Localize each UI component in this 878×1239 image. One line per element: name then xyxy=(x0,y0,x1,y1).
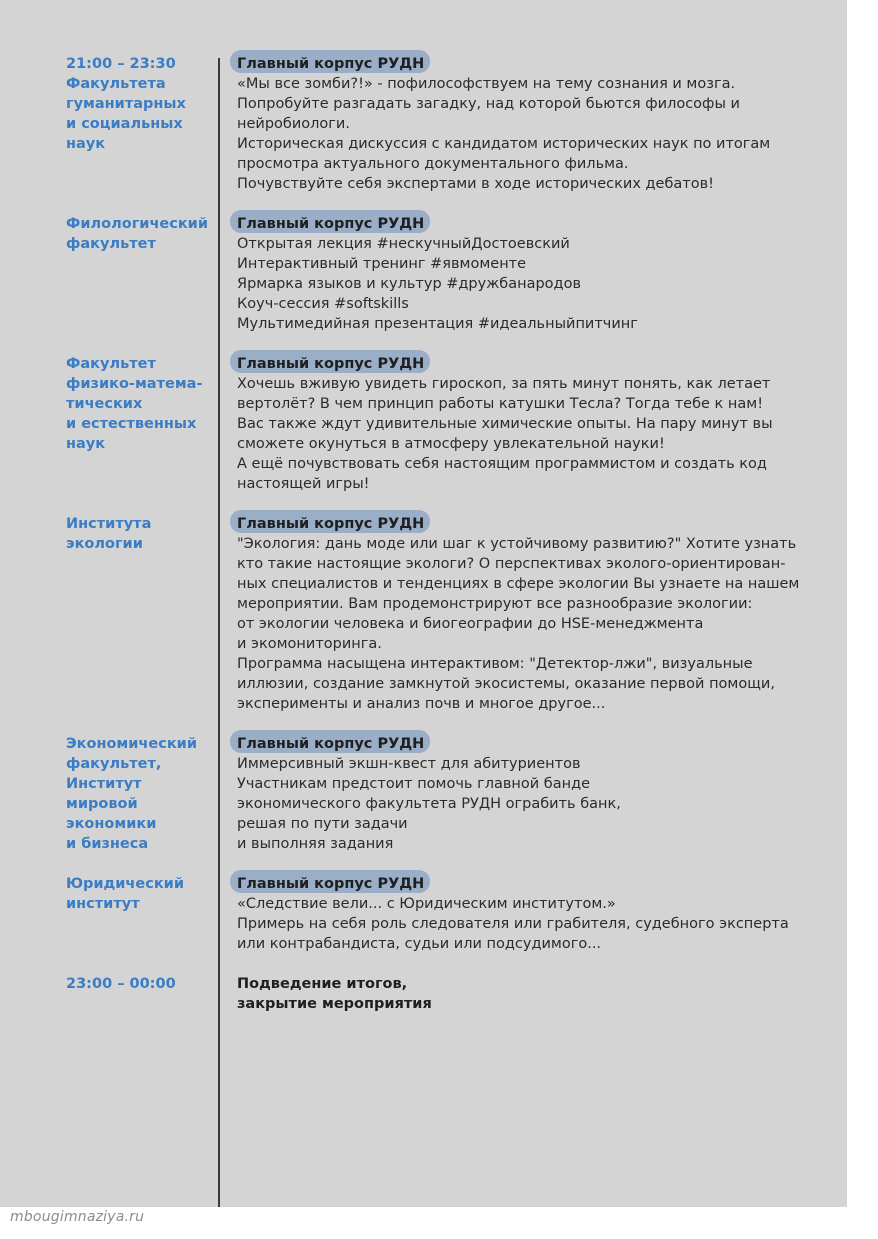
faculty-line: наук xyxy=(66,436,106,452)
faculty-line: мировой xyxy=(66,796,138,812)
event-description xyxy=(237,894,837,954)
faculty-line: экологии xyxy=(66,536,143,552)
description-line: сможете окунуться в атмосферу увлекательной науки! xyxy=(237,436,665,452)
faculty-label xyxy=(66,354,216,454)
description-line: «Следствие вели... с Юридическим институтом.» xyxy=(237,896,616,912)
event-description xyxy=(237,754,837,854)
event-description xyxy=(237,374,837,494)
closing-time xyxy=(66,974,216,994)
venue-label: Главный корпус РУДН xyxy=(237,56,425,72)
description-line: Открытая лекция #нескучныйДостоевский xyxy=(237,236,570,252)
description-line: Ярмарка языков и культур #дружбанародов xyxy=(237,276,581,292)
description-line: экономического факультета РУДН ограбить банк, xyxy=(237,796,621,812)
faculty-label xyxy=(66,514,216,554)
closing-line: Подведение итогов, xyxy=(237,976,408,992)
faculty-line: Институт xyxy=(66,776,142,792)
timeline-divider xyxy=(218,58,220,1207)
description-line: или контрабандиста, судьи или подсудимого... xyxy=(237,936,602,952)
faculty-line: и социальных xyxy=(66,116,183,132)
description-line: Коуч-сессия #softskills xyxy=(237,296,409,312)
faculty-line: гуманитарных xyxy=(66,96,186,112)
faculty-label xyxy=(66,734,216,854)
description-line: Хочешь вживую увидеть гироскоп, за пять минут понять, как летает xyxy=(237,376,771,392)
description-line: иллюзии, создание замкнутой экосистемы, оказание первой помощи, xyxy=(237,676,775,692)
faculty-line: экономики xyxy=(66,816,157,832)
description-line: А ещё почувствовать себя настоящим программистом и создать код xyxy=(237,456,767,472)
description-line: мероприятии. Вам продемонстрируют все разнообразие экологии: xyxy=(237,596,753,612)
description-line: Интерактивный тренинг #явмоменте xyxy=(237,256,527,272)
description-line: Почувствуйте себя экспертами в ходе исторических дебатов! xyxy=(237,176,714,192)
description-line: "Экология: дань моде или шаг к устойчивому развитию?" Хотите узнать xyxy=(237,536,797,552)
description-line: настоящей игры! xyxy=(237,476,370,492)
faculty-line: наук xyxy=(66,136,106,152)
event-description xyxy=(237,74,837,194)
closing-description xyxy=(237,974,837,1014)
description-line: Попробуйте разгадать загадку, над которой бьются философы и xyxy=(237,96,740,112)
description-line: Историческая дискуссия с кандидатом исторических наук по итогам xyxy=(237,136,771,152)
faculty-line: Юридический xyxy=(66,876,184,892)
faculty-line: Факультета xyxy=(66,76,166,92)
description-line: вертолёт? В чем принцип работы катушки Тесла? Тогда тебе к нам! xyxy=(237,396,764,412)
faculty-line: Филологический xyxy=(66,216,208,232)
time-label: 21:00 – 23:30 xyxy=(66,56,176,72)
event-description xyxy=(237,234,837,334)
venue-label: Главный корпус РУДН xyxy=(237,876,425,892)
faculty-line: тических xyxy=(66,396,143,412)
description-line: решая по пути задачи xyxy=(237,816,408,832)
venue-label: Главный корпус РУДН xyxy=(237,356,425,372)
description-line: Мультимедийная презентация #идеальныйпитчинг xyxy=(237,316,638,332)
faculty-line: Экономический xyxy=(66,736,197,752)
faculty-line: и бизнеса xyxy=(66,836,149,852)
faculty-line: институт xyxy=(66,896,140,912)
faculty-line: Института xyxy=(66,516,152,532)
closing-line: закрытие мероприятия xyxy=(237,996,432,1012)
event-description xyxy=(237,534,837,714)
venue-label: Главный корпус РУДН xyxy=(237,216,425,232)
venue-label: Главный корпус РУДН xyxy=(237,736,425,752)
faculty-line: факультет xyxy=(66,236,156,252)
description-line: Примерь на себя роль следователя или грабителя, судебного эксперта xyxy=(237,916,789,932)
description-line: нейробиологи. xyxy=(237,116,350,132)
description-line: Программа насыщена интерактивом: "Детектор-лжи", визуальные xyxy=(237,656,753,672)
venue-label: Главный корпус РУДН xyxy=(237,516,425,532)
faculty-line: физико-матема- xyxy=(66,376,203,392)
faculty-label xyxy=(66,214,216,254)
faculty-line: Факультет xyxy=(66,356,156,372)
description-line: и выполняя задания xyxy=(237,836,394,852)
faculty-line: факультет, xyxy=(66,756,162,772)
faculty-label xyxy=(66,874,216,914)
time-label: 23:00 – 00:00 xyxy=(66,976,176,992)
description-line: от экологии человека и биогеографии до HSE-менеджмента xyxy=(237,616,704,632)
description-line: кто такие настоящие экологи? О перспективах эколого-ориентирован- xyxy=(237,556,786,572)
description-line: «Мы все зомби?!» - пофилософствуем на тему сознания и мозга. xyxy=(237,76,736,92)
description-line: просмотра актуального документального фильма. xyxy=(237,156,629,172)
faculty-line: и естественных xyxy=(66,416,197,432)
description-line: и экомониторинга. xyxy=(237,636,382,652)
description-line: эксперименты и анализ почв и многое другое... xyxy=(237,696,606,712)
description-line: Участникам предстоит помочь главной банде xyxy=(237,776,591,792)
description-line: Вас также ждут удивительные химические опыты. На пару минут вы xyxy=(237,416,773,432)
description-line: Иммерсивный экшн-квест для абитуриентов xyxy=(237,756,581,772)
faculty-label xyxy=(66,54,216,154)
description-line: ных специалистов и тенденциях в сфере экологии Вы узнаете на нашем xyxy=(237,576,800,592)
watermark: mbougimnaziya.ru xyxy=(10,1209,145,1225)
